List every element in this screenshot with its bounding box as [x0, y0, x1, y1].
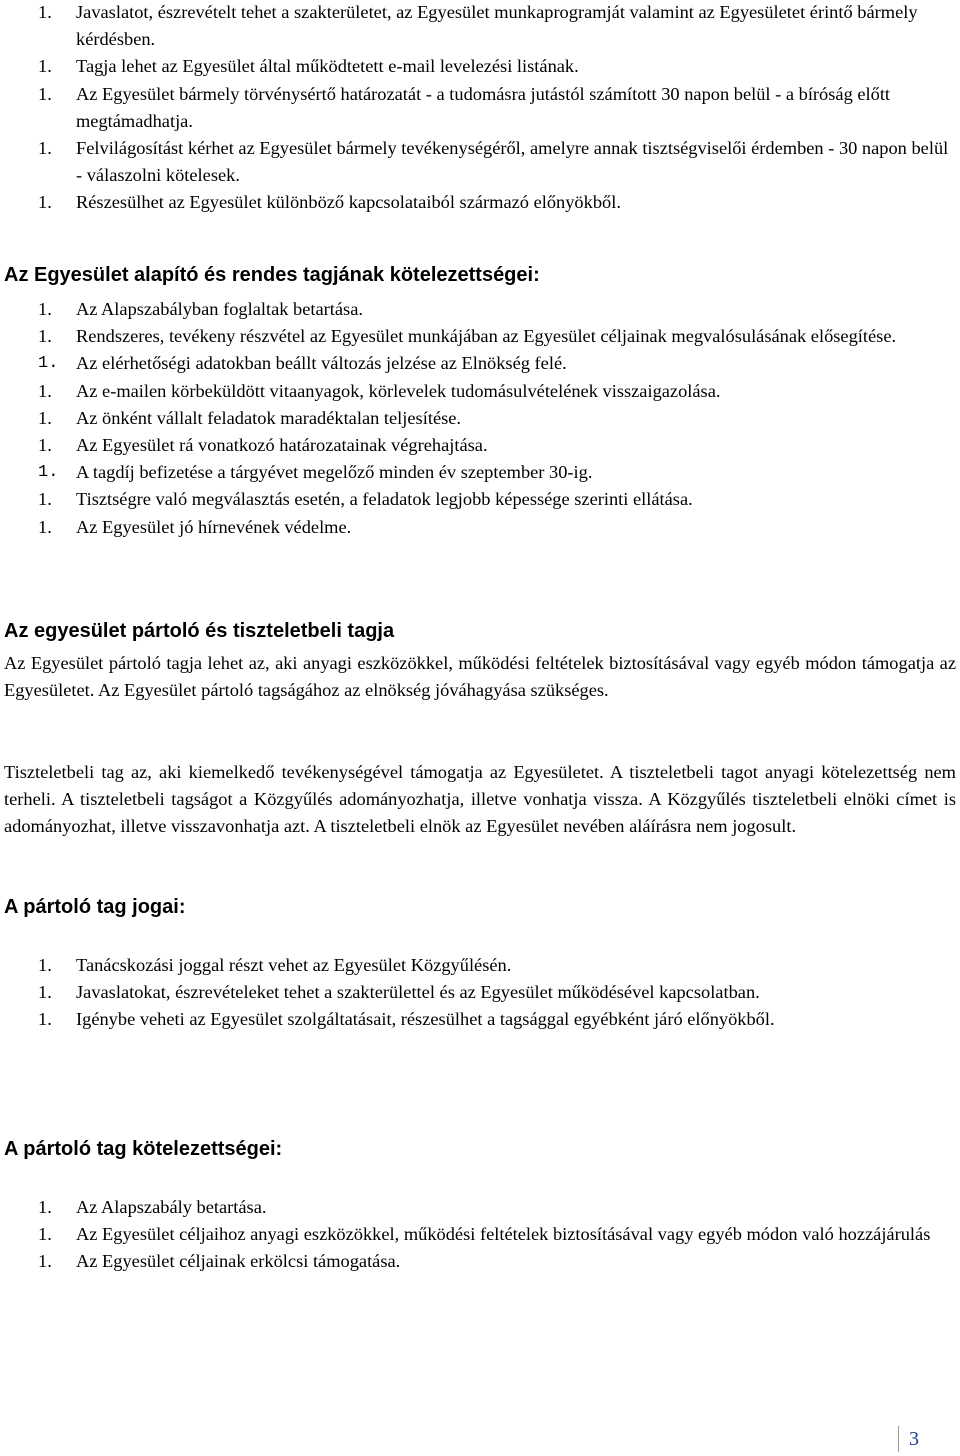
- supporting-obligations-list: [0, 1194, 960, 1276]
- list-item: 1. Javaslatokat, észrevételeket tehet a szakterülettel és az Egyesület működésével kapcsolatban.: [38, 982, 760, 1003]
- list-item: 1. A tagdíj befizetése a tárgyévet megelőző minden év szeptember 30-ig.: [38, 462, 593, 483]
- supporting-rights-list: [0, 952, 960, 1034]
- list-item: 1. Felvilágosítást kérhet az Egyesület bármely tevékenységéről, amelyre annak tisztségviselői érdemben - 30 napon belül - válaszolni kötelesek.: [38, 138, 949, 186]
- list-item: 1. Igénybe veheti az Egyesület szolgáltatásait, részesülhet a tagsággal egyébként járó előnyökből.: [38, 1009, 775, 1030]
- supporting-rights-heading: A pártoló tag jogai:: [4, 896, 186, 918]
- list-item: 1. Az Egyesület céljainak erkölcsi támogatása.: [38, 1251, 401, 1272]
- list-item: 1. Az Egyesület jó hírnevének védelme.: [38, 516, 352, 537]
- list-item: 1. Az Alapszabályban foglaltak betartása.: [38, 299, 363, 319]
- list-item: 1. Az elérhetőségi adatokban beállt változás jelzése az Elnökség felé.: [38, 353, 567, 374]
- list-item: 1. Tagja lehet az Egyesület által működtetett e-mail levelezési listának.: [38, 56, 579, 77]
- list-item: 1. Az Alapszabály betartása.: [38, 1197, 267, 1217]
- list-item: 1. Az Egyesület céljaihoz anyagi eszközökkel, működési feltételek biztosításával vagy egyéb módon való hozzájárulás: [38, 1224, 931, 1245]
- list-item: 1. Az Egyesület bármely törvénysértő határozatát - a tudomásra jutástól számított 30 napon belül - a bíróság előtt megtámadhatja.: [38, 83, 891, 131]
- supporting-member-paragraph: Az Egyesület pártoló tagja lehet az, aki anyagi eszközökkel, működési feltételek biztosításával vagy egyéb módon támogatja az Egyesületet. Az Egyesület pártoló tagságához az elnökség jóváhagyása szükséges.: [4, 653, 956, 701]
- list-item: 1. Az e-mailen körbeküldött vitaanyagok, körlevelek tudomásulvételének visszaigazolása.: [38, 380, 721, 401]
- list-item: 1. Az Egyesület rá vonatkozó határozatainak végrehajtása.: [38, 435, 488, 456]
- member-obligations-list: [0, 296, 960, 541]
- list-item: 1. Javaslatot, észrevételt tehet a szakterületet, az Egyesület munkaprogramját valamint az Egyesületet érintő bármely kérdésben.: [38, 2, 918, 50]
- list-item: 1. Tisztségre való megválasztás esetén, a feladatok legjobb képessége szerinti ellátása.: [38, 489, 693, 510]
- obligations-heading: Az Egyesület alapító és rendes tagjának kötelezettségei:: [4, 264, 540, 286]
- list-item: 1. Az önként vállalt feladatok maradéktalan teljesítése.: [38, 407, 462, 428]
- member-rights-list: [0, 0, 960, 217]
- supporting-obligations-heading: A pártoló tag kötelezettségei:: [4, 1138, 283, 1160]
- list-item: 1. Részesülhet az Egyesület különböző kapcsolataiból származó előnyökből.: [38, 192, 621, 213]
- list-item: 1. Rendszeres, tevékeny részvétel az Egyesület munkájában az Egyesület céljainak megvalósulásának elősegítése.: [38, 326, 897, 347]
- list-item: 1. Tanácskozási joggal részt vehet az Egyesület Közgyűlésén.: [38, 955, 512, 975]
- supporting-honorary-heading: Az egyesület pártoló és tiszteletbeli tagja: [4, 620, 395, 642]
- page-number: 3: [898, 1426, 919, 1452]
- honorary-member-paragraph: Tiszteletbeli tag az, aki kiemelkedő tevékenységével támogatja az Egyesületet. A tiszteletbeli tagot anyagi kötelezettség nem terheli. A tiszteletbeli tagságot a Közgyűlés adományozhatja, illetve vonhatja vissza. A Közgyűlés tiszteletbeli elnöki címet is adományozhat, illetve visszavonhatja azt. A tiszteletbeli elnök az Egyesület nevében aláírásra nem jogosult.: [4, 762, 956, 837]
